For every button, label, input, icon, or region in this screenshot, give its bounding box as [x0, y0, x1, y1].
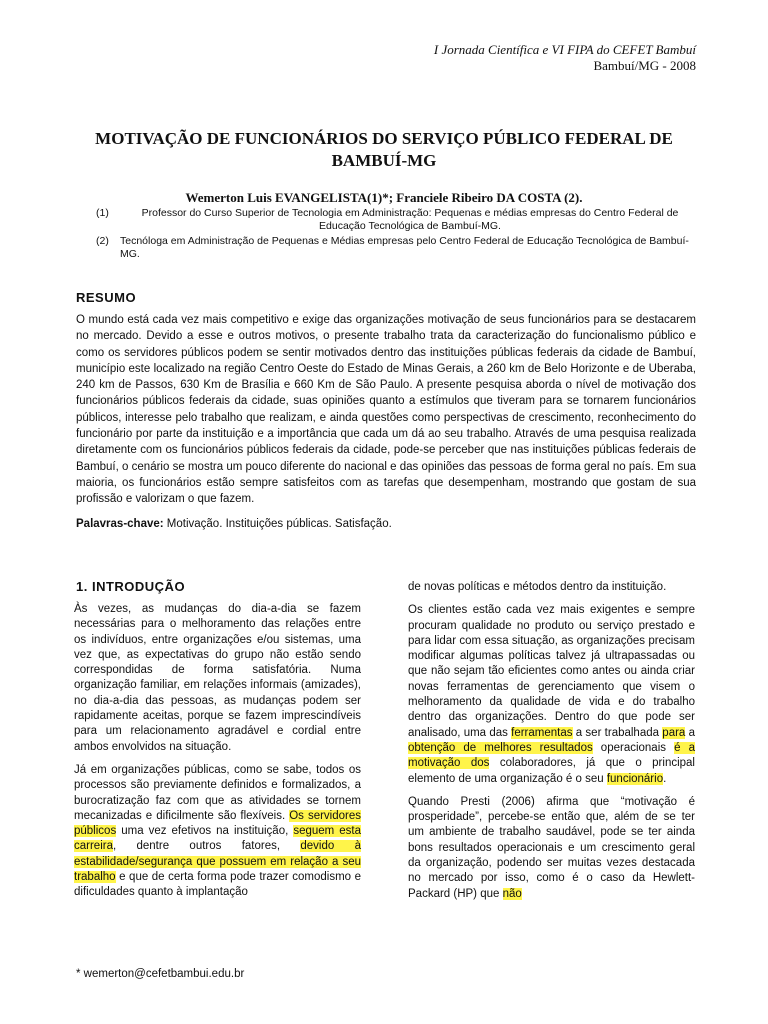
text-run: Os clientes estão cada vez mais exigentes e sempre procuram qualidade no produto ou serviço prestado e para lidar com essa situação, as organizações precisam modificar algumas políticas talvez já ultrapassadas ou que não sejam tão eficientes como antes ou ainda criar novas ferramentas de gerenciamento que visem o melhoramento da qualidade de vida e do trabalho dentro das organizações. Dentro do que pode ser analisado, uma das	[408, 604, 695, 739]
right-paragraph-2	[408, 603, 695, 787]
right-paragraph-1: de novas políticas e métodos dentro da instituição.	[408, 581, 667, 593]
intro-paragraph-2	[74, 763, 361, 901]
conference-header	[434, 42, 696, 74]
text-run: Quando Presti (2006) afirma que “motivação é prosperidade”, percebe-se então que, além de se ter um ambiente de trabalho saudável, pode se ter ainda bons resultados operacionais e um crescimento geral da organização, podendo ser muitas vezes destacada no mercado por isso, como é o caso da Hewlett-Packard (HP) que	[408, 795, 695, 900]
highlighted-text: obtenção de melhores resultados	[408, 741, 593, 754]
text-run: e que de certa forma pode trazer comodismo e dificuldades quanto à implantação	[74, 871, 361, 899]
keywords-text: Motivação. Instituições públicas. Satisfação.	[163, 518, 392, 530]
author-list: Wemerton Luis EVANGELISTA(1)*; Franciele Ribeiro DA COSTA (2).	[185, 190, 583, 205]
keywords	[76, 518, 392, 530]
text-run: , dentre outros fatores,	[112, 840, 301, 853]
conference-location-year: Bambuí/MG - 2008	[593, 58, 696, 73]
abstract-text: O mundo está cada vez mais competitivo e exige das organizações motivação de seus funcionários para se destacarem no mercado. Devido a esse e outros motivos, o presente trabalho trata da caracterização do funcionalismo público e como os servidores públicos podem se sentir motivados dentro das instituições públicas federais da cidade de Bambuí, município este localizado na região Centro Oeste do Estado de Minas Gerais, a 260 km de Belo Horizonte e de Uberaba, 240 km de Passos, 630 Km de Brasília e 660 Km de São Paulo. A presente pesquisa aborda o nível de motivação dos funcionários públicos federais da cidade, suas opiniões quanto a estímulos que tiveram para se tornarem funcionários públicos, interesse pelo trabalho que realizam, e ainda questões como perspectivas de crescimento, reconhecimento do funcionário por parte da instituição e a importância que cada um dá ao seu trabalho. Através de uma pesquisa realizada diretamente com os funcionários públicos federais da cidade, pode-se perceber que nas instituições públicas federais de Bambuí, o cenário se mostra um pouco diferente do nacional e das opiniões das pessoas de forma geral no país. Em sua maioria, os funcionários estão sempre satisfeitos com as tarefas que desempenham, mostrando que gostam de sua profissão e valorizam o que fazem.	[76, 314, 696, 506]
affiliation-2	[96, 235, 700, 261]
highlighted-text: para	[662, 726, 686, 739]
footnote-email: * wemerton@cefetbambui.edu.br	[76, 968, 245, 980]
highlighted-text: seguem esta carreira	[74, 825, 361, 853]
highlighted-text: devido à estabilidade/segurança que possuem em relação a seu trabalho	[74, 840, 361, 884]
highlighted-text: é a motivação dos	[408, 741, 695, 770]
paper-title: MOTIVAÇÃO DE FUNCIONÁRIOS DO SERVIÇO PÚBLICO FEDERAL DE BAMBUÍ-MG	[95, 129, 673, 170]
keywords-label: Palavras-chave:	[76, 518, 164, 530]
highlighted-text: ferramentas	[511, 726, 573, 739]
abstract-heading: RESUMO	[76, 290, 137, 305]
highlighted-text: Os servidores públicos	[74, 809, 361, 838]
left-column	[74, 602, 361, 909]
text-run: operacionais	[592, 741, 675, 754]
text-run: .	[663, 772, 667, 785]
introduction-heading: 1. INTRODUÇÃO	[76, 579, 186, 594]
conference-name: I Jornada Científica e VI FIPA do CEFET Bambuí	[433, 42, 696, 57]
intro-paragraph-1: Às vezes, as mudanças do dia-a-dia se fazem necessárias para o melhoramento das relações entre os indivíduos, entre organizações e/ou sistemas, uma vez que, as expectativas do grupo não estão sendo correspondidas de forma satisfatória. Numa organização familiar, em relações informais (amizades), no dia-a-dia das pessoas, as mudanças podem ser rapidamente aceitas, porque se fazem imprescindíveis para um relacionamento agradável e cordial entre ambos envolvidos na situação.	[74, 603, 361, 753]
highlighted-text: funcionário	[606, 772, 664, 785]
text-run: uma vez efetivos na instituição,	[116, 825, 294, 838]
text-run: a	[685, 726, 695, 739]
text-run: Já em organizações públicas, como se sabe, todos os processos são previamente definidos e formalizados, a burocratização faz com que as atividades se tornem mecanizadas e dificilmente são flexíveis.	[74, 763, 361, 822]
affiliation-1	[96, 207, 700, 233]
affiliation-text: Professor do Curso Superior de Tecnologia em Administração: Pequenas e médias empresas do Centro Federal de Educação Tecnológica de Bambuí-MG.	[141, 207, 679, 232]
affiliation-number: (1)	[96, 207, 109, 219]
right-paragraph-3	[408, 795, 695, 902]
text-run: colaboradores, já que o principal elemento de uma organização é o seu	[408, 757, 695, 785]
highlighted-text: não	[502, 887, 522, 900]
text-run: a ser trabalhada	[572, 726, 663, 739]
affiliation-number: (2)	[96, 235, 109, 247]
affiliation-text: Tecnóloga em Administração de Pequenas e Médias empresas pelo Centro Federal de Educação Tecnológica de Bambuí-MG.	[120, 235, 689, 260]
right-column	[408, 580, 695, 910]
